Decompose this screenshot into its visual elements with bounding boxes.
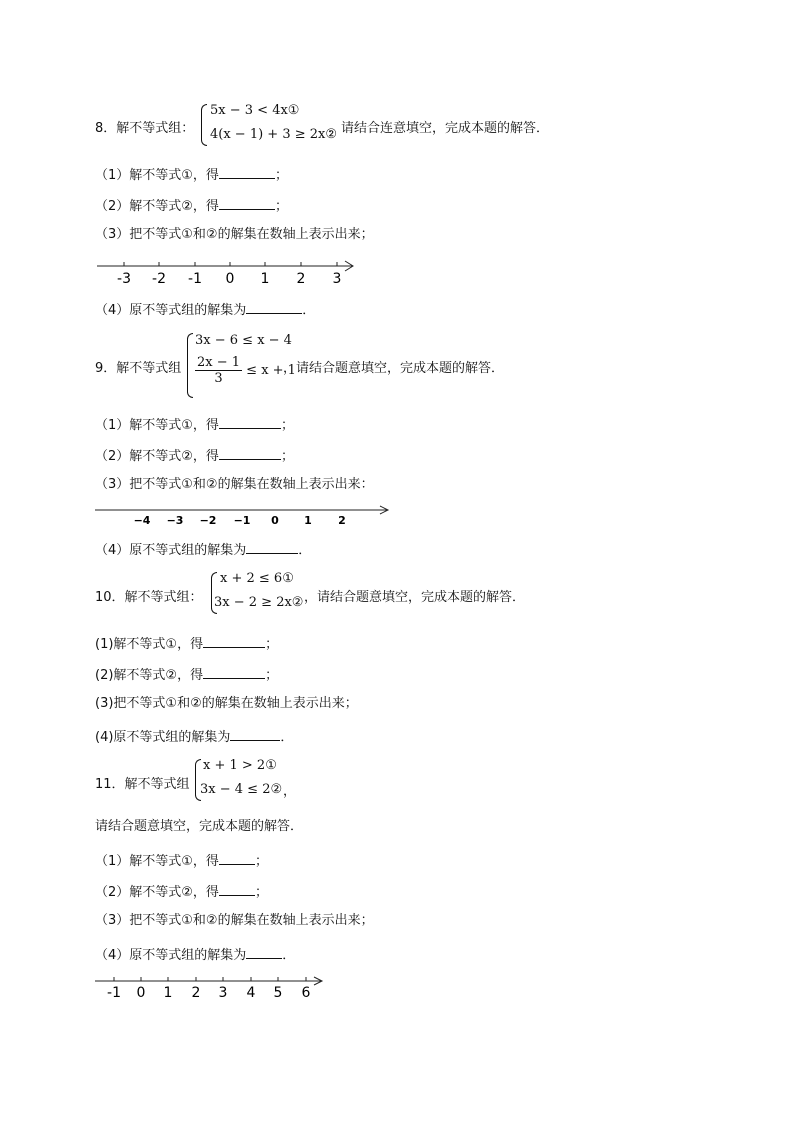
step-4: （4）原不等式组的解集为 ． bbox=[95, 299, 315, 320]
tick-label: 1 bbox=[163, 985, 173, 1001]
problem-suffix: ， bbox=[283, 784, 297, 799]
problem-suffix: ，请结合题意填空，完成本题的解答． bbox=[283, 361, 505, 376]
tick-label: −1 bbox=[233, 514, 251, 527]
step-3: (3)把不等式①和②的解集在数轴上表示出来； bbox=[95, 696, 358, 711]
problem-suffix: ，请结合题意填空，完成本题的解答． bbox=[304, 590, 526, 605]
number-line bbox=[93, 974, 328, 1002]
inequality-1: x + 1 > 2① bbox=[203, 758, 277, 773]
tick-label: -1 bbox=[188, 271, 202, 287]
tick-label: 0 bbox=[136, 985, 146, 1001]
answer-blank[interactable] bbox=[219, 850, 255, 865]
problem-number: 11． bbox=[95, 777, 125, 792]
system-brace bbox=[187, 333, 193, 398]
answer-blank[interactable] bbox=[203, 664, 265, 679]
tick-label: 5 bbox=[273, 985, 283, 1001]
tick-label: 3 bbox=[218, 985, 228, 1001]
step-3: （3）把不等式①和②的解集在数轴上表示出来； bbox=[95, 913, 374, 928]
step-2: （2）解不等式②，得 ； bbox=[95, 445, 294, 466]
problem-intro: 请结合题意填空，完成本题的解答． bbox=[95, 819, 304, 834]
step-2: （2）解不等式②，得 ； bbox=[95, 195, 288, 216]
answer-blank[interactable] bbox=[219, 881, 255, 896]
problem-number: 9． bbox=[95, 361, 117, 376]
step-4: （4）原不等式组的解集为 ． bbox=[95, 539, 311, 560]
system-brace bbox=[201, 104, 207, 146]
tick-label: 3 bbox=[332, 271, 342, 287]
inequality-2-rest: ≤ x + 1 bbox=[246, 363, 296, 378]
step-4: （4）原不等式组的解集为 ． bbox=[95, 944, 295, 965]
step-3: （3）把不等式①和②的解集在数轴上表示出来； bbox=[95, 227, 374, 242]
number-line bbox=[93, 503, 393, 529]
problem-prefix: 解不等式组： bbox=[116, 121, 195, 136]
answer-blank[interactable] bbox=[230, 726, 280, 741]
tick-label: -3 bbox=[117, 271, 131, 287]
inequality-2 bbox=[195, 355, 296, 386]
inequality-1: 5x − 3 < 4x① bbox=[210, 103, 300, 118]
answer-blank[interactable] bbox=[246, 539, 298, 554]
step-1: （1）解不等式①，得 ； bbox=[95, 164, 288, 185]
axis-ticks bbox=[114, 977, 306, 981]
problem-suffix: ．请结合连意填空，完成本题的解答． bbox=[328, 121, 550, 136]
fraction-numerator: 2x − 1 bbox=[197, 355, 241, 370]
tick-label: -1 bbox=[107, 985, 121, 1001]
tick-label: 4 bbox=[246, 985, 256, 1001]
fraction-denominator: 3 bbox=[214, 371, 223, 386]
inequality-1: x + 2 ≤ 6① bbox=[220, 571, 294, 586]
step-2: (2)解不等式②，得 ； bbox=[95, 664, 278, 685]
step-3: （3）把不等式①和②的解集在数轴上表示出来： bbox=[95, 477, 374, 492]
tick-label: 2 bbox=[191, 985, 201, 1001]
answer-blank[interactable] bbox=[203, 633, 265, 648]
tick-label: -2 bbox=[152, 271, 166, 287]
inequality-2: 3x − 2 ≥ 2x② bbox=[214, 595, 304, 610]
tick-label: 0 bbox=[271, 514, 279, 527]
problem-number: 8． bbox=[95, 121, 117, 136]
number-line bbox=[95, 258, 365, 288]
answer-blank[interactable] bbox=[219, 445, 281, 460]
tick-label: −3 bbox=[166, 514, 184, 527]
inequality-2: 4(x − 1) + 3 ≥ 2x② bbox=[210, 127, 338, 142]
tick-label: −4 bbox=[133, 514, 151, 527]
axis-ticks bbox=[124, 262, 337, 266]
tick-label: 1 bbox=[260, 271, 270, 287]
inequality-2: 3x − 4 ≤ 2② bbox=[200, 782, 283, 797]
answer-blank[interactable] bbox=[246, 944, 282, 959]
tick-label: 6 bbox=[301, 985, 311, 1001]
inequality-1: 3x − 6 ≤ x − 4 bbox=[195, 333, 292, 348]
problem-prefix: 解不等式组 bbox=[116, 361, 182, 376]
answer-blank[interactable] bbox=[219, 414, 281, 429]
step-1: （1）解不等式①，得 ； bbox=[95, 414, 294, 435]
problem-prefix: 解不等式组 bbox=[124, 777, 190, 792]
step-1: （1）解不等式①，得 ； bbox=[95, 850, 268, 871]
step-4: (4)原不等式组的解集为 ． bbox=[95, 726, 293, 747]
tick-label: 0 bbox=[225, 271, 235, 287]
tick-label: 2 bbox=[296, 271, 306, 287]
answer-blank[interactable] bbox=[219, 164, 275, 179]
step-2: （2）解不等式②，得 ； bbox=[95, 881, 268, 902]
step-1: (1)解不等式①，得 ； bbox=[95, 633, 278, 654]
tick-label: 1 bbox=[304, 514, 312, 527]
problem-prefix: 解不等式组： bbox=[124, 590, 203, 605]
tick-label: 2 bbox=[338, 514, 346, 527]
tick-label: −2 bbox=[199, 514, 217, 527]
answer-blank[interactable] bbox=[219, 195, 275, 210]
answer-blank[interactable] bbox=[246, 299, 302, 314]
problem-number: 10． bbox=[95, 590, 125, 605]
